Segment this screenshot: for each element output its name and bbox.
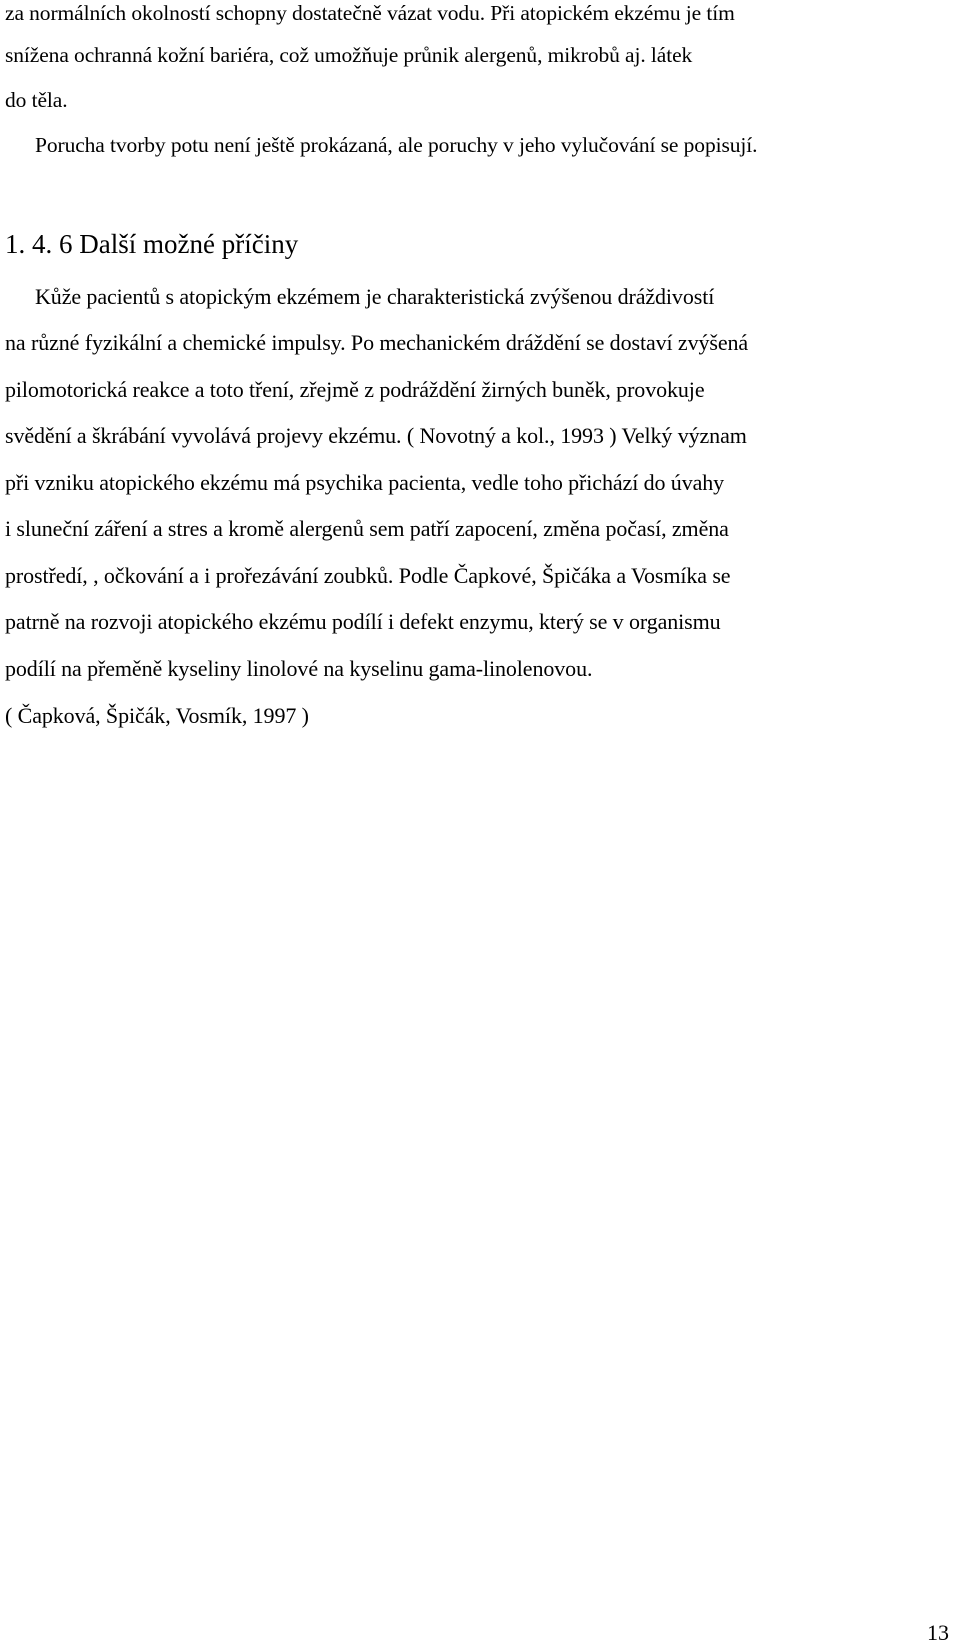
intro-line-4: Porucha tvorby potu není ještě prokázaná, ale poruchy v jeho vylučování se popisují.	[35, 133, 758, 157]
paragraph-line-3: pilomotorická reakce a toto tření, zřejmě z podráždění žirných buněk, provokuje	[5, 377, 705, 402]
intro-line-3: do těla.	[5, 88, 68, 112]
intro-line-2: snížena ochranná kožní bariéra, což umožňuje průnik alergenů, mikrobů aj. látek	[5, 43, 693, 67]
section-heading: 1. 4. 6 Další možné příčiny	[5, 229, 299, 259]
paragraph-line-8: patrně na rozvoji atopického ekzému podílí i defekt enzymu, který se v organismu	[5, 609, 721, 634]
page-number: 13	[927, 1620, 949, 1645]
paragraph-line-7: prostředí, , očkování a i prořezávání zoubků. Podle Čapkové, Špičáka a Vosmíka se	[5, 563, 731, 588]
paragraph-line-9: podílí na přeměně kyseliny linolové na kyselinu gama-linolenovou.	[5, 656, 593, 681]
paragraph-line-5: při vzniku atopického ekzému má psychika pacienta, vedle toho přichází do úvahy	[5, 470, 725, 495]
paragraph-line-4: svědění a škrábání vyvolává projevy ekzému. ( Novotný a kol., 1993 ) Velký význam	[5, 423, 747, 448]
paragraph-line-6: i sluneční záření a stres a kromě alergenů sem patří zapocení, změna počasí, změna	[5, 516, 729, 541]
citation-line: ( Čapková, Špičák, Vosmík, 1997 )	[5, 703, 309, 728]
paragraph-line-2: na různé fyzikální a chemické impulsy. Po mechanickém dráždění se dostaví zvýšená	[5, 330, 749, 355]
paragraph-line-1: Kůže pacientů s atopickým ekzémem je charakteristická zvýšenou dráždivostí	[35, 284, 715, 309]
intro-line-1: za normálních okolností schopny dostatečně vázat vodu. Při atopickém ekzému je tím	[5, 1, 735, 25]
